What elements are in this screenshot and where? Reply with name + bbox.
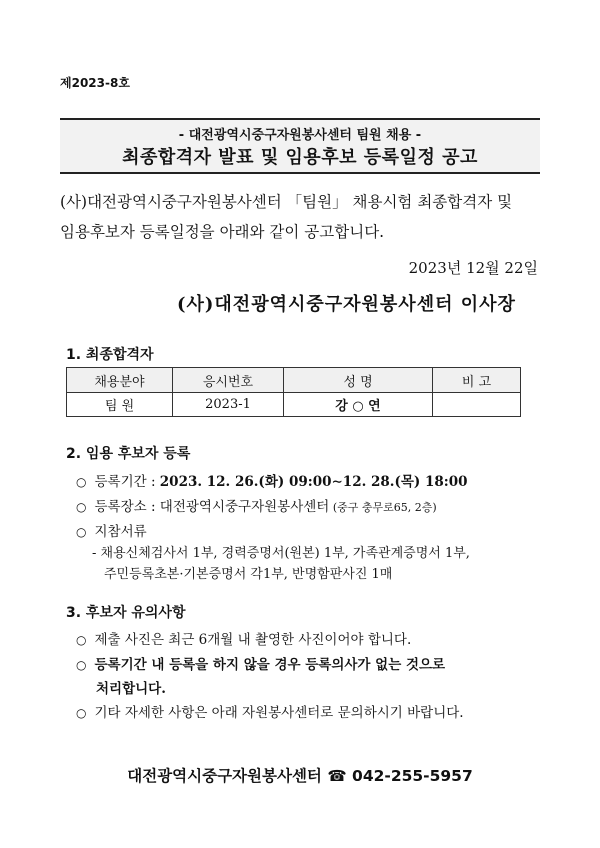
list-item-docs <box>76 520 147 540</box>
bullet-icon: ○ <box>76 525 87 539</box>
table-header-cell: 채용분야 <box>67 368 173 393</box>
bullet-icon: ○ <box>76 633 87 647</box>
table-header-cell: 비 고 <box>433 368 521 393</box>
footer-phone: 042-255-5957 <box>352 767 473 785</box>
bullet-icon: ○ <box>76 475 87 489</box>
place-note: (중구 충무로65, 2층) <box>329 501 437 514</box>
place-value: 대전광역시중구자원봉사센터 <box>159 499 330 515</box>
docs-line-1: - 채용신체검사서 1부, 경력증명서(원본) 1부, 가족관계증명서 1부, <box>92 546 470 561</box>
table-cell <box>433 393 521 417</box>
list-item-deadline <box>76 653 445 673</box>
place-label: 등록장소 : <box>94 499 160 515</box>
list-item-place <box>76 495 437 515</box>
deadline-note: 등록기간 내 등록을 하지 않을 경우 등록의사가 없는 것으로 <box>94 657 446 673</box>
list-item-photo <box>76 628 411 648</box>
section-1-heading: 1. 최종합격자 <box>66 347 154 363</box>
table-header-cell: 응시번호 <box>173 368 284 393</box>
docs-line-2: 주민등록초본·기본증명서 각1부, 반명함판사진 1매 <box>104 567 393 582</box>
inquiry-note: 기타 자세한 사항은 아래 자원봉사센터로 문의하시기 바랍니다. <box>94 705 464 721</box>
document-number: 제2023-8호 <box>60 76 130 90</box>
list-item-period <box>76 470 468 490</box>
period-value: 2023. 12. 26.(화) 09:00∼12. 28.(목) 18:00 <box>159 474 468 490</box>
section-3-heading: 3. 후보자 유의사항 <box>66 605 186 621</box>
intro-line-2: 임용후보자 등록일정을 아래와 같이 공고합니다. <box>60 223 385 241</box>
subtitle: - 대전광역시중구자원봉사센터 팀원 채용 - <box>178 128 422 143</box>
table-header-cell: 성 명 <box>284 368 433 393</box>
period-label: 등록기간 : <box>94 474 160 490</box>
announcement-date: 2023년 12월 22일 <box>408 259 538 277</box>
table-row <box>67 393 521 417</box>
final-candidates-table <box>66 367 521 417</box>
intro-line-1: (사)대전광역시중구자원봉사센터 「팀원」 채용시험 최종합격자 및 <box>60 193 513 211</box>
deadline-note-cont: 처리합니다. <box>96 681 166 697</box>
footer-org: 대전광역시중구자원봉사센터 <box>127 767 322 785</box>
table-cell: 강 ○ 연 <box>284 393 433 417</box>
bullet-icon: ○ <box>76 500 87 514</box>
title-box <box>60 118 540 174</box>
photo-note: 제출 사진은 최근 6개월 내 촬영한 사진이어야 합니다. <box>94 632 412 648</box>
bullet-icon: ○ <box>76 658 87 672</box>
footer-contact <box>0 764 600 786</box>
bullet-icon: ○ <box>76 706 87 720</box>
list-item-inquiry <box>76 701 464 721</box>
phone-icon: ☎ <box>327 767 347 785</box>
table-cell: 팀 원 <box>67 393 173 417</box>
table-cell: 2023-1 <box>173 393 284 417</box>
page-title: 최종합격자 발표 및 임용후보 등록일정 공고 <box>122 147 478 168</box>
organization-signature: (사)대전광역시중구자원봉사센터 이사장 <box>177 294 516 315</box>
docs-label: 지참서류 <box>94 524 147 540</box>
table-header-row <box>67 368 521 393</box>
section-2-heading: 2. 임용 후보자 등록 <box>66 446 191 462</box>
